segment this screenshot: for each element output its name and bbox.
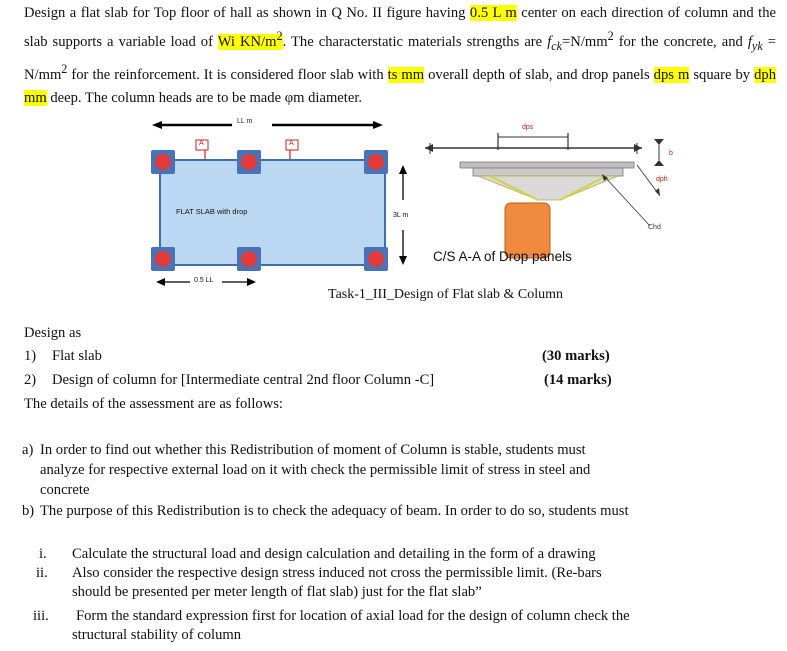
flat-slab-figure: [0, 0, 787, 320]
task-i-line1: Calculate the structural load and design calculation and detailing in the form of a drawing: [72, 546, 596, 562]
fck-sub: ck: [551, 38, 563, 53]
design-heading: Design as: [24, 325, 82, 341]
fck-f: f: [547, 34, 552, 51]
intro-text: center on each direction of column and the slab supports a variable load of: [24, 5, 777, 51]
arrowhead: [373, 121, 383, 129]
assessment-a-line3: concrete: [40, 482, 90, 498]
highlight-dph: dph mm: [24, 67, 776, 107]
plan-slab-label: FLAT SLAB with drop: [176, 207, 248, 216]
span-unit: m: [500, 5, 517, 21]
fyk-sub: yk: [751, 38, 763, 53]
section-marker-label-right: A: [289, 140, 294, 147]
task-caption: Task-1_III_Design of Flat slab & Column: [328, 287, 564, 302]
design-details: The details of the assessment are as follows:: [24, 396, 283, 412]
task-iii-num: iii.: [33, 608, 49, 624]
task-ii-line2: should be presented per meter length of flat slab) just for the flat slab”: [72, 584, 482, 600]
arrowhead: [247, 278, 256, 286]
intro-text: overall depth of slab, and drop panels: [424, 67, 654, 84]
section-dps-label: dps: [522, 124, 534, 131]
task-ii-num: ii.: [36, 565, 48, 581]
intro-text: = N/mm: [24, 34, 776, 84]
intro-text: deep. The column heads are to be made φm diameter.: [46, 90, 363, 107]
assessment-a-num: a): [22, 442, 34, 458]
assessment-b-line1: The purpose of this Redistribution is to check the adequacy of beam. In order to do so, students must: [40, 503, 629, 519]
arrowhead: [152, 121, 162, 129]
design-item-1-text: Flat slab: [52, 348, 102, 364]
highlight-ts: ts mm: [387, 67, 425, 84]
arrowhead: [399, 256, 407, 265]
intro-text: . The characterstatic materials strengths are: [282, 34, 548, 51]
intro-text: for the concrete, and: [613, 34, 748, 51]
design-item-1-num: 1): [24, 348, 37, 364]
task-ii-line1: Also consider the respective design stress induced not cross the permissible limit. (Re-bars: [72, 565, 602, 581]
column-bottom-left: [151, 247, 175, 271]
task-iii-line1: Form the standard expression first for location of axial load for the design of column check the: [76, 608, 630, 624]
design-item-2-text: Design of column for [Intermediate central 2nd floor Column -C]: [52, 372, 435, 388]
design-item-2-num: 2): [24, 372, 37, 388]
highlight-dps: dps m: [653, 67, 690, 84]
section-b-label: b: [669, 150, 673, 157]
span-value: 0.5 L: [469, 5, 501, 21]
plan-dim-side: 3L m: [393, 212, 409, 219]
column-bottom-right: [364, 247, 388, 271]
section-marker-label-left: A: [199, 140, 204, 147]
task-i-num: i.: [39, 546, 47, 562]
assessment-a-line1: In order to find out whether this Redistribution of moment of Column is stable, students must: [40, 442, 586, 458]
sup: 2: [607, 29, 614, 44]
intro-text: Design a flat slab for Top floor of hall as shown in Q No. II figure having: [24, 5, 466, 21]
section-dph-label: dph: [656, 176, 668, 183]
arrowhead: [156, 278, 165, 286]
column-top-left: [151, 150, 175, 174]
column-top-right: [364, 150, 388, 174]
section-caption: C/S A-A of Drop panels: [433, 249, 572, 264]
fyk-f: f: [747, 34, 752, 51]
plan-dim-bottom: 0.5 LL: [194, 277, 214, 284]
arrowhead: [399, 165, 407, 174]
sup: 2: [61, 62, 68, 77]
intro-text: for the reinforcement. It is considered floor slab with: [67, 67, 388, 84]
intro-text: =N/mm: [562, 34, 608, 51]
load-value: Wi KN/m: [217, 34, 277, 51]
column-top-middle: [237, 150, 261, 174]
design-item-1-marks: (30 marks): [542, 348, 610, 364]
load-sup: 2: [276, 29, 283, 44]
section-view: [425, 133, 664, 258]
assessment-b-num: b): [22, 503, 35, 519]
section-chd-label: Chd: [648, 224, 661, 231]
plan-dim-top: LL m: [237, 118, 253, 125]
assessment-a-line2: analyze for respective external load on it with check the permissible limit of stress in steel and: [40, 462, 591, 478]
design-item-2-marks: (14 marks): [544, 372, 612, 388]
column-bottom-middle: [237, 247, 261, 271]
task-iii-line2: structural stability of column: [72, 627, 242, 643]
intro-text: square by: [689, 67, 755, 84]
